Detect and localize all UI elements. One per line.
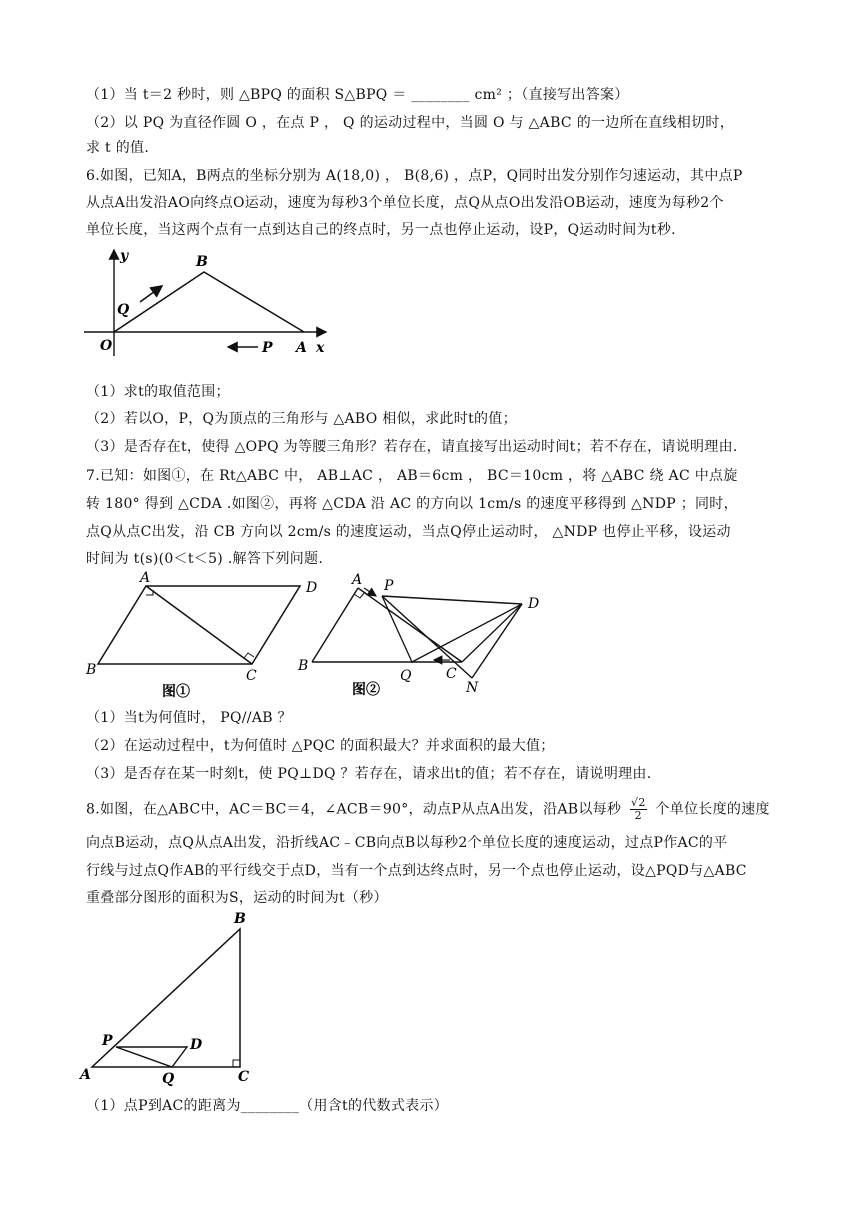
q6-part1: （1）求t的取值范围； <box>86 384 230 400</box>
q8-stem-line3: 行线与过点Q作AB的平行线交于点D，当有一个点到达终点时，另一个点也停止运动，设△PQD与△ABC <box>86 863 747 879</box>
label-B: B <box>196 254 208 270</box>
label-A: A <box>140 570 151 586</box>
diagonal-AC <box>146 586 252 664</box>
arrow-Q <box>140 286 162 302</box>
q7-part3: （3）是否存在某一时刻t，使 PQ⊥DQ ？若存在，请求出t的值；若不存在，请说明理由. <box>86 766 652 782</box>
label-A: A <box>296 340 307 356</box>
right-angle-C <box>244 653 254 658</box>
q7-stem-line4: 时间为 t(s)(0＜t＜5) .解答下列问题. <box>86 551 324 567</box>
q7-stem-line3: 点Q从点C出发，沿 CB 方向以 2cm/s 的速度运动，当点Q停止运动时， △NDP 也停止平移，设运动 <box>86 524 731 540</box>
label-N: N <box>466 680 479 696</box>
q8-stem-line2: 向点B运动，点Q从点A出发，沿折线AC﹣CB向点B以每秒2个单位长度的速度运动，过点P作AC的平 <box>86 835 728 851</box>
q7-figure-2 <box>290 570 550 700</box>
label-O: O <box>100 338 113 354</box>
label-P: P <box>262 340 273 356</box>
label-D: D <box>528 596 540 612</box>
q8-part1: （1）点P到AC的距离为________（用含t的代数式表示） <box>86 1098 449 1114</box>
speed-fraction <box>630 797 647 822</box>
triangle-PQD <box>116 1047 187 1067</box>
q8-stem-line4: 重叠部分图形的面积为S，运动的时间为t（秒） <box>86 890 388 906</box>
label-Q: Q <box>400 668 412 684</box>
label-Q: Q <box>162 1071 175 1087</box>
q6-part3: （3）是否存在t，使得 △OPQ 为等腰三角形？若存在，请直接写出运动时间t；若不存在，请说明理由. <box>86 439 738 455</box>
label-Q: Q <box>117 302 130 318</box>
label-C: C <box>446 666 457 682</box>
label-x: x <box>316 340 325 356</box>
label-B: B <box>298 658 309 674</box>
q8-stem-line1-b: 个单位长度的速度 <box>655 801 770 818</box>
figure-1-caption: 图① <box>162 684 190 700</box>
q7-part2: （2）在运动过程中，t为何值时 △PQC 的面积最大？并求面积的最大值； <box>86 738 555 754</box>
q7-stem-line1: 7.已知：如图①，在 Rt△ABC 中， AB⊥AC ， AB＝6cm ， BC＝10cm ，将 △ABC 绕 AC 中点旋 <box>86 468 738 484</box>
q6-stem-line2: 从点A出发沿AO向终点O运动，速度为每秒3个单位长度，点Q从点O出发沿OB运动，速度为每秒2个 <box>86 195 724 211</box>
q7-stem-line2: 转 180° 得到 △CDA .如图②，再将 △CDA 沿 AC 的方向以 1cm/s 的速度平移得到 △NDP ；同时， <box>86 496 738 512</box>
q5-part1: （1）当 t＝2 秒时，则 △BPQ 的面积 S△BPQ ＝ ________ cm² ；（直接写出答案） <box>86 87 629 103</box>
label-D: D <box>190 1037 203 1053</box>
q5-part2-line2: 求 t 的值. <box>86 140 150 156</box>
segment-QD <box>412 604 522 662</box>
q7-part1: （1）当t为何值时， PQ//AB ？ <box>86 710 292 726</box>
label-C: C <box>238 1069 250 1085</box>
q6-figure <box>80 246 340 366</box>
label-P: P <box>102 1033 113 1049</box>
q8-stem-line1-a: 8.如图，在△ABC中，AC＝BC＝4，∠ACB＝90°，动点P从点A出发，沿AB以每秒 <box>86 801 622 818</box>
q5-part2-line1: （2）以 PQ 为直径作圆 O ，在点 P ， Q 的运动过程中，当圆 O 与 △ABC 的一边所在直线相切时， <box>86 115 734 131</box>
segment-CD <box>462 604 522 662</box>
side-AB <box>312 588 358 662</box>
fraction-denominator: 2 <box>634 809 642 822</box>
q6-part2: （2）若以O，P，Q为顶点的三角形与 △ABO 相似，求此时t的值； <box>86 411 517 427</box>
q6-stem-line3: 单位长度，当这两个点有一点到达自己的终点时，另一点也停止运动，设P，Q运动时间为t秒. <box>86 222 676 238</box>
figure-2-caption: 图② <box>352 682 380 698</box>
label-A: A <box>80 1067 91 1083</box>
arrow-P <box>364 588 376 596</box>
side-PD <box>382 596 522 604</box>
label-C: C <box>246 668 257 684</box>
label-P: P <box>384 578 394 594</box>
right-angle-C <box>233 1060 240 1067</box>
label-D: D <box>306 580 318 596</box>
label-B: B <box>86 662 97 678</box>
side-DN <box>472 604 522 678</box>
label-A: A <box>352 572 363 588</box>
triangle-OBA <box>114 272 304 332</box>
label-B: B <box>234 911 246 927</box>
q6-stem-line1: 6.如图，已知A，B两点的坐标分别为 A(18,0) ， B(8,6) ，点P，Q同时出发分别作匀速运动，其中点P <box>86 168 743 184</box>
segment-PQ <box>382 596 412 662</box>
fraction-numerator: √2 <box>631 796 646 809</box>
q8-stem-line1 <box>86 797 786 822</box>
q7-figure-1 <box>80 570 320 700</box>
q8-figure <box>74 905 274 1087</box>
label-y: y <box>120 248 129 264</box>
